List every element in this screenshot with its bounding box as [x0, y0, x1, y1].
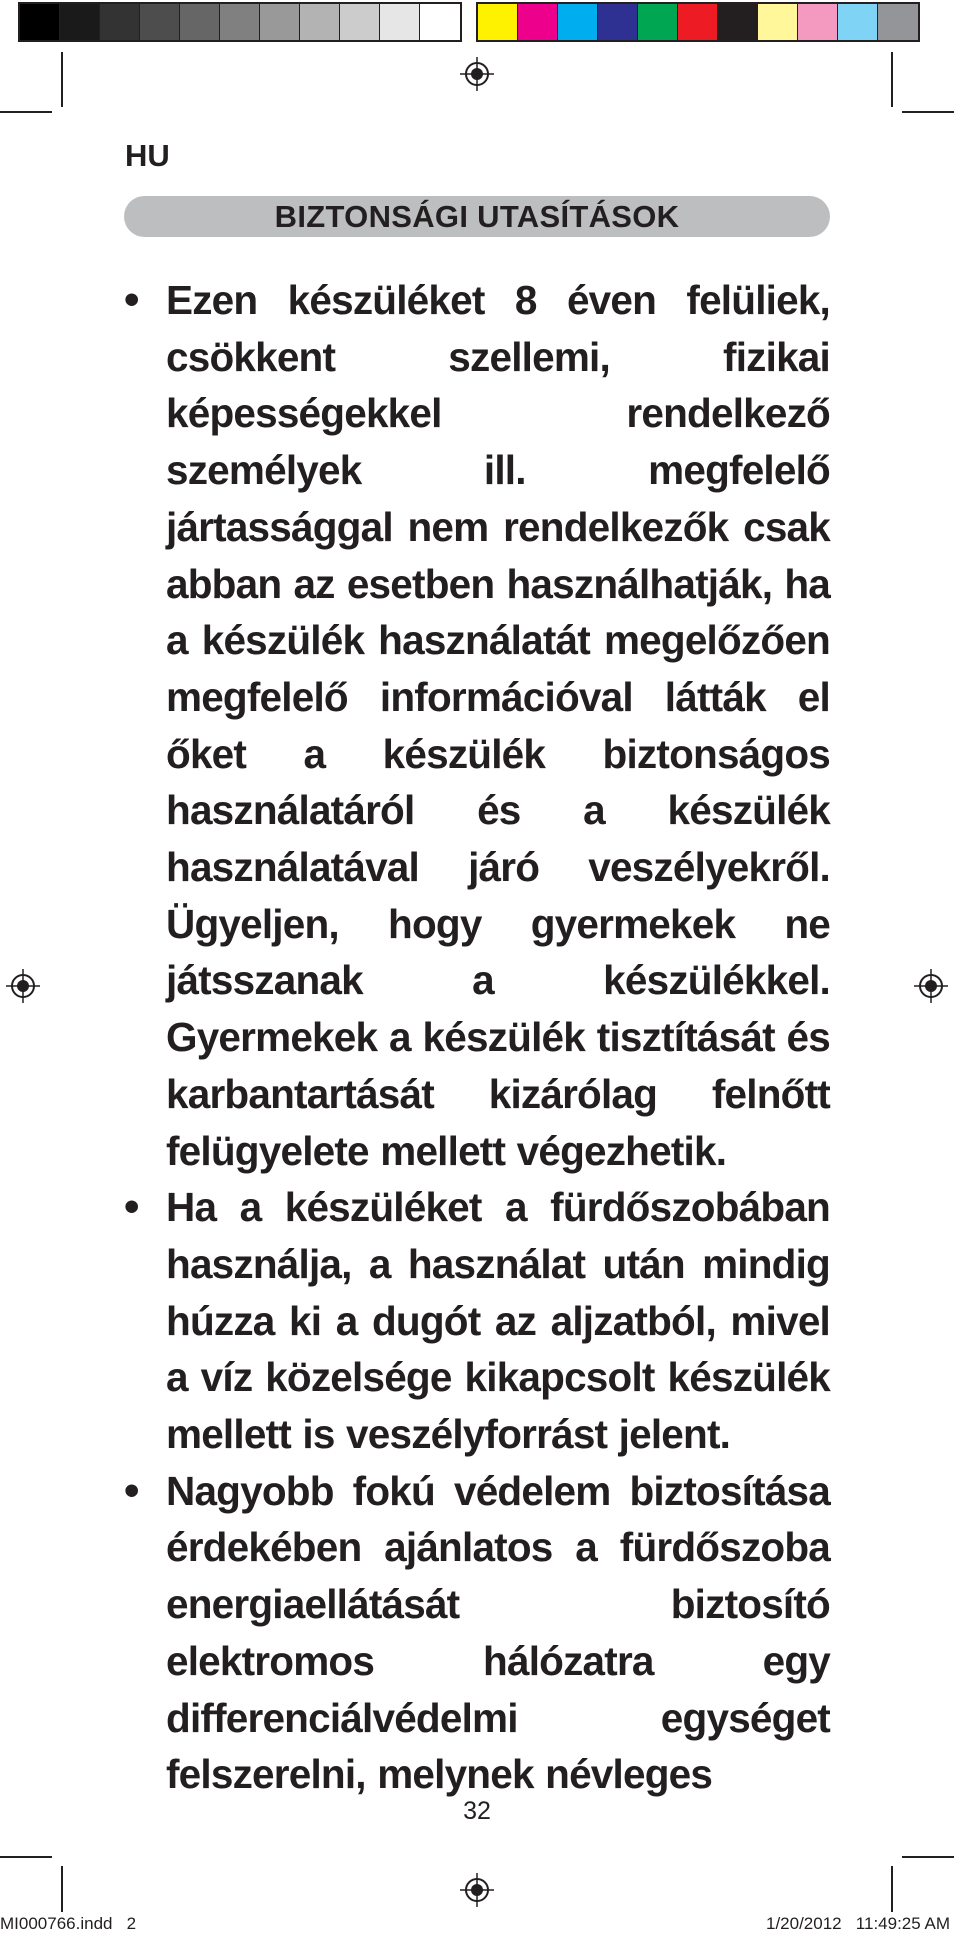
- crop-mark-bottom-left-vertical: [61, 1866, 63, 1912]
- section-title: BIZTONSÁGI UTASÍTÁSOK: [124, 196, 830, 237]
- color-swatch: [518, 4, 558, 40]
- gray-scale-swatches: [18, 2, 462, 42]
- color-swatch: [140, 4, 180, 40]
- color-swatch: [60, 4, 100, 40]
- list-item-text: Nagyobb fokú védelem biztosítása érdekében ajánlatos a fürdőszoba energiaellátását biztosító elektromos hálózatra egy differenciálvédelmi egységet felszerelni, melynek névleges: [166, 1467, 830, 1798]
- color-swatch: [798, 4, 838, 40]
- color-swatch: [838, 4, 878, 40]
- list-item: [124, 1463, 830, 1803]
- registration-mark-icon: [460, 1873, 494, 1907]
- color-swatch: [220, 4, 260, 40]
- color-swatch: [718, 4, 758, 40]
- list-item: [124, 272, 830, 1179]
- color-swatch: [758, 4, 798, 40]
- registration-mark-icon: [460, 57, 494, 91]
- bullet-marker: •: [124, 1465, 140, 1515]
- crop-mark-bottom-left-horizontal: [0, 1856, 52, 1858]
- bullet-marker: •: [124, 1182, 140, 1232]
- crop-mark-bottom-right-vertical: [891, 1866, 893, 1912]
- color-swatch: [180, 4, 220, 40]
- color-calibration-bar: [18, 2, 920, 42]
- list-item: [124, 1179, 830, 1463]
- crop-mark-top-right-vertical: [891, 52, 893, 107]
- color-swatch: [878, 4, 918, 40]
- color-swatch: [20, 4, 60, 40]
- color-swatch: [598, 4, 638, 40]
- color-swatch: [380, 4, 420, 40]
- page-number: 32: [463, 1797, 491, 1825]
- slug-timestamp: 1/20/2012 11:49:25 AM: [766, 1914, 950, 1933]
- crop-mark-top-left-horizontal: [0, 111, 52, 113]
- color-swatch: [300, 4, 340, 40]
- registration-mark-icon: [914, 969, 948, 1003]
- color-swatch: [340, 4, 380, 40]
- crop-mark-top-left-vertical: [61, 52, 63, 107]
- list-item-text: Ha a készüléket a fürdőszobában használja, a használat után mindig húzza ki a dugót az aljzatból, mivel a víz közelsége kikapcsolt készülék mellett is veszélyforrást jelent.: [166, 1184, 830, 1458]
- color-swatch: [260, 4, 300, 40]
- language-code: HU: [125, 138, 170, 173]
- crop-mark-bottom-right-horizontal: [902, 1856, 954, 1858]
- bullet-marker: •: [124, 275, 140, 324]
- registration-mark-icon: [6, 969, 40, 1003]
- color-swatch: [558, 4, 598, 40]
- color-swatches: [476, 2, 920, 42]
- color-swatch: [678, 4, 718, 40]
- color-swatch: [420, 4, 460, 40]
- list-item-text: Ezen készüléket 8 éven felüliek, csökkent szellemi, fizikai képességekkel rendelkező személyek ill. megfelelő jártassággal nem rendelkezők csak abban az esetben használhatják, ha a készülék használatát megelőzően megfelelő információval látták el őket a készülék biztonságos használatáról és a készülék használatával járó veszélyekről. Ügyeljen, hogy gyermekek ne játsszanak a készülékkel. Gyermekek a készülék tisztítását és karbantartását kizárólag felnőtt felügyelete mellett végezhetik.: [166, 277, 830, 1174]
- color-swatch: [638, 4, 678, 40]
- color-swatch: [100, 4, 140, 40]
- instruction-list: [124, 272, 830, 1803]
- crop-mark-top-right-horizontal: [902, 111, 954, 113]
- color-swatch: [478, 4, 518, 40]
- slug-file-name: MI000766.indd 2: [0, 1914, 137, 1933]
